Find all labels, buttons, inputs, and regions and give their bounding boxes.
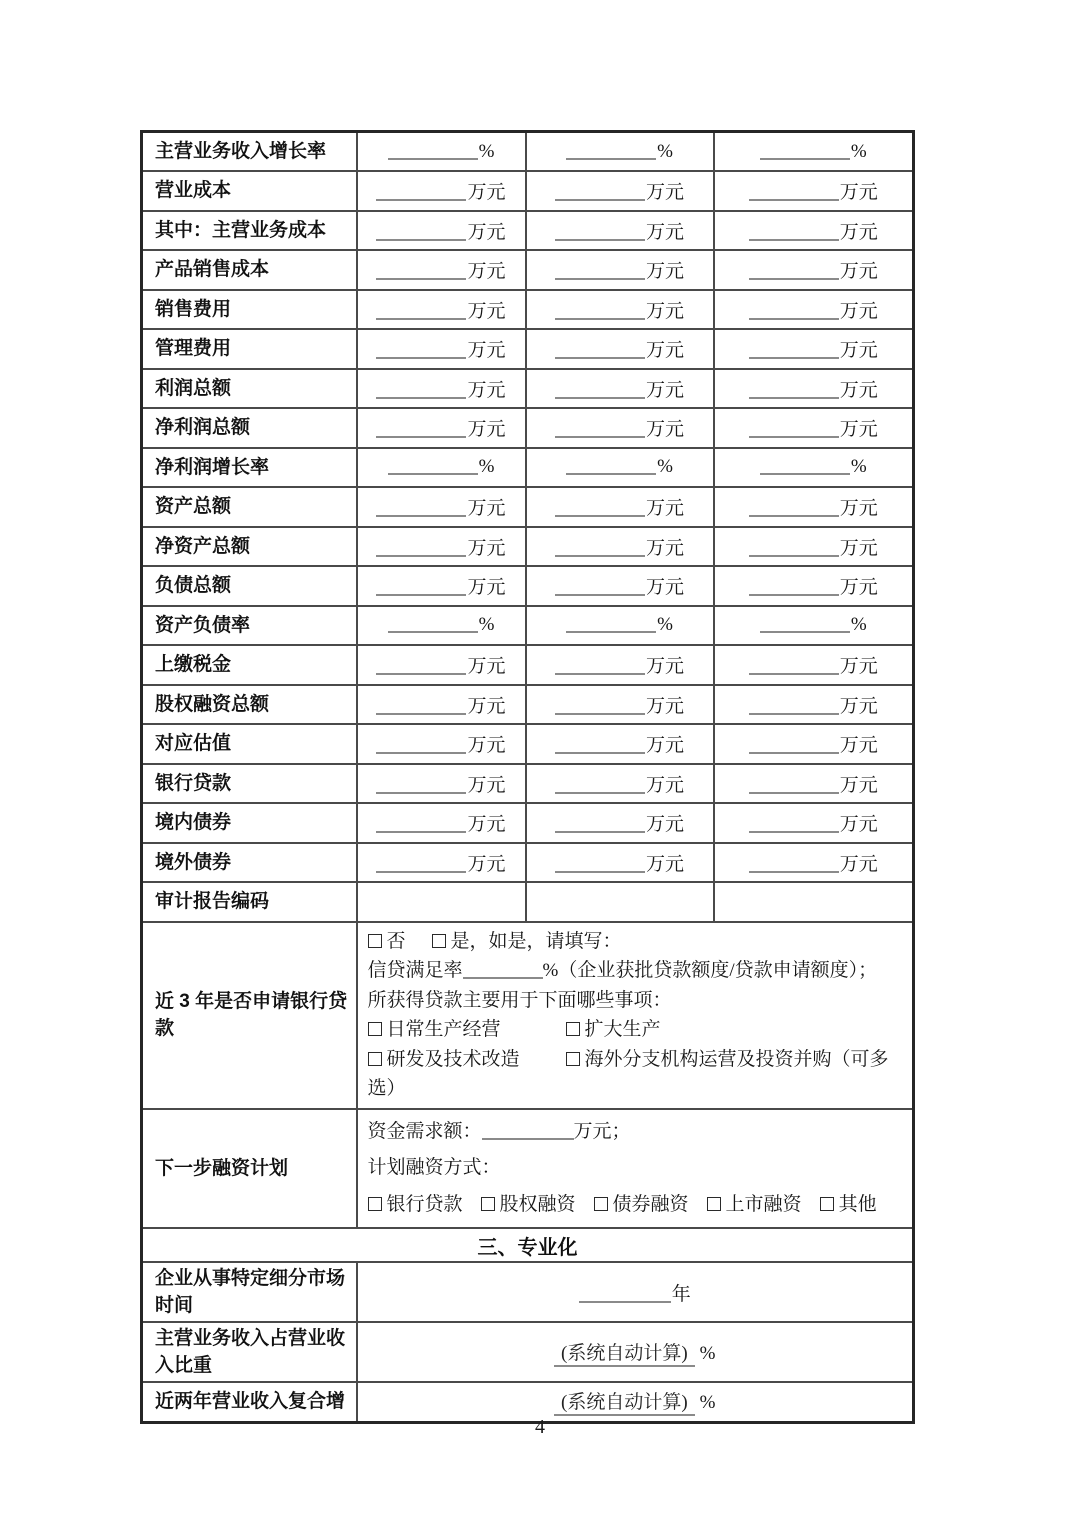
- metric-row: [142, 448, 914, 488]
- metric-value-cell: [357, 803, 526, 843]
- metric-label: 境内债券: [142, 803, 357, 843]
- unit-label: 万元: [467, 300, 506, 322]
- metric-row: [142, 803, 914, 843]
- metric-value-cell: [526, 724, 714, 764]
- metric-value-cell: [526, 171, 714, 211]
- percent-suffix-label: %: [699, 1392, 716, 1414]
- metric-value-cell: [357, 448, 526, 488]
- fill-in-blank[interactable]: [376, 854, 466, 873]
- metric-label: 负债总额: [142, 566, 357, 606]
- fill-in-blank[interactable]: [555, 656, 645, 675]
- metric-value-cell: [714, 369, 914, 409]
- fill-in-blank[interactable]: [376, 301, 466, 320]
- unit-label: 万元: [839, 379, 878, 401]
- metric-value-cell: [357, 329, 526, 369]
- fill-in-blank[interactable]: [376, 380, 466, 399]
- fill-in-blank[interactable]: [555, 814, 645, 833]
- unit-label: 万元: [839, 182, 878, 204]
- metric-value-cell: [714, 408, 914, 448]
- fill-in-blank[interactable]: [749, 419, 839, 438]
- fill-in-blank[interactable]: [749, 775, 839, 794]
- fill-in-blank[interactable]: [555, 577, 645, 596]
- metric-label: 境外债券: [142, 843, 357, 883]
- auto-calculated-value: (系统自动计算): [554, 1338, 695, 1367]
- specialization-section-title: 三、专业化: [142, 1228, 914, 1262]
- unit-label: 万元: [839, 221, 878, 243]
- credit-suffix-label: %（企业获批贷款额度/贷款申请额度）；: [542, 960, 878, 981]
- purpose-rnd-label: 研发及技术改造: [386, 1048, 520, 1070]
- unit-label: 万元: [645, 379, 684, 401]
- page-number: 4: [535, 1416, 545, 1438]
- fill-in-blank[interactable]: [749, 735, 839, 754]
- metric-value-cell: [526, 250, 714, 290]
- metric-label: 净资产总额: [142, 527, 357, 567]
- metric-value-cell: [357, 408, 526, 448]
- financing-option: [594, 1194, 689, 1215]
- unit-label: 万元: [645, 182, 684, 204]
- fill-in-blank[interactable]: [749, 656, 839, 675]
- fill-in-blank[interactable]: [749, 814, 839, 833]
- specialization-header-row: [142, 1228, 914, 1262]
- years-blank[interactable]: [579, 1284, 671, 1303]
- unit-label: 万元: [467, 221, 506, 243]
- unit-label: 万元: [645, 261, 684, 283]
- metric-row: [142, 685, 914, 725]
- metric-row: [142, 843, 914, 883]
- metric-value-cell: [357, 527, 526, 567]
- unit-label: 万元: [645, 221, 684, 243]
- fill-in-blank[interactable]: [555, 538, 645, 557]
- fill-in-blank[interactable]: [555, 340, 645, 359]
- metric-row: [142, 408, 914, 448]
- credit-prefix-label: 信贷满足率: [367, 960, 463, 981]
- fill-in-blank[interactable]: [749, 380, 839, 399]
- metric-value-cell: [526, 803, 714, 843]
- metric-value-cell: [357, 132, 526, 172]
- checkbox-yes-icon[interactable]: [432, 934, 446, 948]
- metric-row: [142, 527, 914, 567]
- metric-value-cell: [714, 566, 914, 606]
- unit-label: 万元: [645, 774, 684, 796]
- metric-value-cell: [357, 369, 526, 409]
- metric-value-cell: [714, 132, 914, 172]
- metric-value-cell: [714, 250, 914, 290]
- metric-row: [142, 250, 914, 290]
- bank-loan-yesno-line: [368, 927, 903, 957]
- unit-label: %: [657, 614, 673, 636]
- unit-label: 万元: [839, 814, 878, 836]
- fill-in-blank[interactable]: [555, 222, 645, 241]
- metric-value-cell: [357, 685, 526, 725]
- fill-in-blank[interactable]: [566, 456, 656, 475]
- metric-label: 对应估值: [142, 724, 357, 764]
- metric-value-cell: [357, 566, 526, 606]
- unit-label: 万元: [467, 656, 506, 678]
- checkbox-bond-icon[interactable]: [594, 1197, 608, 1211]
- fill-in-blank[interactable]: [555, 182, 645, 201]
- unit-label: %: [850, 140, 867, 162]
- fill-in-blank[interactable]: [749, 577, 839, 596]
- audit-code-cell[interactable]: [357, 882, 526, 922]
- main-revenue-ratio-cell: [357, 1322, 914, 1382]
- checkbox-equity-icon[interactable]: [481, 1197, 495, 1211]
- audit-code-cell[interactable]: [714, 882, 914, 922]
- metric-value-cell: [526, 211, 714, 251]
- unit-label: 万元: [645, 853, 684, 875]
- unit-label: 万元: [839, 498, 878, 520]
- method-intro-label: 计划融资方式：: [367, 1157, 501, 1178]
- metric-value-cell: [357, 645, 526, 685]
- fill-in-blank[interactable]: [749, 222, 839, 241]
- unit-label: 万元: [645, 537, 684, 559]
- form-lower-body: [142, 922, 914, 1423]
- fill-in-blank[interactable]: [555, 735, 645, 754]
- metric-value-cell: [357, 724, 526, 764]
- unit-label: 万元: [839, 695, 878, 717]
- metric-value-cell: [357, 171, 526, 211]
- unit-label: 万元: [839, 419, 878, 441]
- fill-in-blank[interactable]: [388, 614, 478, 633]
- metric-label: 上缴税金: [142, 645, 357, 685]
- unit-label: %: [478, 456, 495, 478]
- metric-value-cell: [526, 329, 714, 369]
- financing-plan-label: 下一步融资计划: [142, 1109, 357, 1229]
- metric-row: [142, 645, 914, 685]
- unit-label: 万元: [839, 340, 878, 362]
- metric-label: 产品销售成本: [142, 250, 357, 290]
- fill-in-blank[interactable]: [376, 814, 466, 833]
- metric-label: 管理费用: [142, 329, 357, 369]
- metric-value-cell: [526, 764, 714, 804]
- fill-in-blank[interactable]: [376, 775, 466, 794]
- unit-label: 万元: [467, 774, 506, 796]
- unit-label: 万元: [467, 814, 506, 836]
- fill-in-blank[interactable]: [555, 301, 645, 320]
- purpose-overseas-label: 海外分支机构运营及投资并购（可多选）: [367, 1048, 889, 1099]
- unit-label: 万元: [645, 340, 684, 362]
- unit-label: 万元: [467, 419, 506, 441]
- metric-value-cell: [714, 527, 914, 567]
- fill-in-blank[interactable]: [760, 456, 850, 475]
- metric-value-cell: [357, 843, 526, 883]
- fill-in-blank[interactable]: [388, 141, 478, 160]
- metric-value-cell: [526, 566, 714, 606]
- metric-row: [142, 566, 914, 606]
- metric-value-cell: [526, 290, 714, 330]
- metric-value-cell: [714, 329, 914, 369]
- fill-in-blank[interactable]: [376, 656, 466, 675]
- unit-label: 万元: [467, 379, 506, 401]
- purpose-expand-production-label: 扩大生产: [584, 1019, 661, 1040]
- metric-value-cell: [526, 645, 714, 685]
- unit-label: 万元: [839, 656, 878, 678]
- bank-loan-content-cell: [357, 922, 914, 1109]
- metric-value-cell: [357, 487, 526, 527]
- checkbox-overseas-icon[interactable]: [566, 1052, 580, 1066]
- option-ipo-label: 上市融资: [725, 1193, 802, 1215]
- percent-suffix-label: %: [699, 1342, 716, 1364]
- fill-in-blank[interactable]: [760, 614, 850, 633]
- metric-value-cell: [526, 685, 714, 725]
- fill-in-blank[interactable]: [566, 141, 656, 160]
- metric-value-cell: [526, 448, 714, 488]
- unit-label: 万元: [839, 853, 878, 875]
- purpose-item: [368, 1015, 566, 1045]
- metric-value-cell: [714, 685, 914, 725]
- unit-label: 万元: [839, 774, 878, 796]
- metric-value-cell: [714, 211, 914, 251]
- fill-in-blank[interactable]: [555, 775, 645, 794]
- metric-value-cell: [526, 527, 714, 567]
- metric-value-cell: [714, 171, 914, 211]
- financing-option: [368, 1194, 463, 1215]
- bank-loan-label: 近 3 年是否申请银行贷款: [142, 922, 357, 1109]
- years-unit-label: 年: [671, 1283, 691, 1305]
- unit-label: 万元: [839, 261, 878, 283]
- checkbox-other-icon[interactable]: [820, 1197, 834, 1211]
- fill-in-blank[interactable]: [376, 261, 466, 280]
- unit-label: 万元: [467, 340, 506, 362]
- fill-in-blank[interactable]: [749, 498, 839, 517]
- option-yes-label: 是，如是，请填写：: [450, 930, 622, 952]
- metric-label: 股权融资总额: [142, 685, 357, 725]
- fill-in-blank[interactable]: [376, 498, 466, 517]
- fill-in-blank[interactable]: [555, 696, 645, 715]
- fill-in-blank[interactable]: [555, 419, 645, 438]
- unit-label: 万元: [467, 735, 506, 757]
- fill-in-blank[interactable]: [555, 854, 645, 873]
- bank-loan-row: [142, 922, 914, 1109]
- unit-label: %: [478, 140, 495, 162]
- audit-code-row: [142, 882, 914, 922]
- fill-in-blank[interactable]: [555, 261, 645, 280]
- metric-label: 营业成本: [142, 171, 357, 211]
- audit-code-label: 审计报告编码: [142, 882, 357, 922]
- fill-in-blank[interactable]: [376, 182, 466, 201]
- unit-label: %: [850, 614, 867, 636]
- fill-in-blank[interactable]: [376, 340, 466, 359]
- option-no-label: 否: [386, 930, 406, 952]
- metric-label: 主营业务收入增长率: [142, 132, 357, 172]
- checkbox-daily-ops-icon[interactable]: [368, 1022, 382, 1036]
- unit-label: %: [478, 614, 495, 636]
- metric-value-cell: [526, 132, 714, 172]
- metric-label: 净利润总额: [142, 408, 357, 448]
- fill-in-blank[interactable]: [749, 696, 839, 715]
- checkbox-rnd-icon[interactable]: [368, 1052, 382, 1066]
- purpose-daily-ops-label: 日常生产经营: [386, 1019, 501, 1040]
- unit-label: 万元: [467, 695, 506, 717]
- unit-label: %: [850, 456, 867, 478]
- fill-in-blank[interactable]: [749, 538, 839, 557]
- fill-in-blank[interactable]: [388, 456, 478, 475]
- metric-row: [142, 487, 914, 527]
- unit-label: 万元: [467, 261, 506, 283]
- metric-value-cell: [526, 408, 714, 448]
- checkbox-bank-loan-icon[interactable]: [368, 1197, 382, 1211]
- metric-value-cell: [714, 448, 914, 488]
- metric-row: [142, 132, 914, 172]
- loan-purpose-line-2: [368, 1045, 903, 1104]
- financing-plan-row: [142, 1109, 914, 1229]
- unit-label: 万元: [467, 577, 506, 599]
- financing-option: [481, 1194, 576, 1215]
- metric-row: [142, 764, 914, 804]
- unit-label: 万元: [645, 300, 684, 322]
- unit-label: 万元: [645, 695, 684, 717]
- unit-label: 万元: [467, 537, 506, 559]
- metric-value-cell: [714, 843, 914, 883]
- metric-rows-body: [142, 132, 914, 922]
- unit-label: 万元: [645, 814, 684, 836]
- metric-row: [142, 724, 914, 764]
- metric-value-cell: [714, 724, 914, 764]
- fill-in-blank[interactable]: [555, 380, 645, 399]
- unit-label: 万元: [467, 498, 506, 520]
- metric-value-cell: [526, 487, 714, 527]
- metric-value-cell: [357, 250, 526, 290]
- loan-purpose-line-1: [368, 1015, 903, 1045]
- financial-form-table: [140, 130, 915, 1424]
- fill-in-blank[interactable]: [376, 696, 466, 715]
- main-revenue-ratio-row: [142, 1322, 914, 1382]
- fill-in-blank[interactable]: [566, 614, 656, 633]
- fill-in-blank[interactable]: [555, 498, 645, 517]
- fill-in-blank[interactable]: [749, 301, 839, 320]
- metric-row: [142, 211, 914, 251]
- fill-in-blank[interactable]: [376, 419, 466, 438]
- metric-value-cell: [526, 843, 714, 883]
- metric-row: [142, 290, 914, 330]
- segment-market-time-label: 企业从事特定细分市场时间: [142, 1262, 357, 1322]
- segment-market-time-cell: [357, 1262, 914, 1322]
- financing-plan-content-cell: [357, 1109, 914, 1229]
- option-other-label: 其他: [838, 1193, 877, 1215]
- demand-suffix-label: 万元；: [573, 1120, 631, 1142]
- metric-value-cell: [714, 290, 914, 330]
- segment-market-time-row: [142, 1262, 914, 1322]
- financing-method-intro-line: [368, 1150, 903, 1187]
- metric-label: 利润总额: [142, 369, 357, 409]
- metric-row: [142, 369, 914, 409]
- metric-value-cell: [357, 211, 526, 251]
- fill-in-blank[interactable]: [749, 340, 839, 359]
- unit-label: 万元: [645, 656, 684, 678]
- unit-label: 万元: [839, 537, 878, 559]
- metric-value-cell: [357, 764, 526, 804]
- fill-in-blank[interactable]: [376, 538, 466, 557]
- financing-option: [707, 1194, 802, 1215]
- main-revenue-ratio-label: 主营业务收入占营业收入比重: [142, 1322, 357, 1382]
- demand-prefix-label: 资金需求额：: [367, 1120, 482, 1142]
- checkbox-no-icon[interactable]: [368, 934, 382, 948]
- metric-value-cell: [714, 606, 914, 646]
- unit-label: 万元: [467, 182, 506, 204]
- unit-label: 万元: [645, 735, 684, 757]
- fill-in-blank[interactable]: [376, 735, 466, 754]
- metric-row: [142, 606, 914, 646]
- unit-label: 万元: [645, 419, 684, 441]
- auto-calculated-value: (系统自动计算): [554, 1387, 695, 1416]
- credit-satisfaction-line: [368, 956, 903, 986]
- usage-intro-label: 所获得贷款主要用于下面哪些事项：: [367, 989, 672, 1011]
- metric-label: 银行贷款: [142, 764, 357, 804]
- metric-label: 资产总额: [142, 487, 357, 527]
- funding-demand-blank[interactable]: [482, 1121, 574, 1140]
- credit-rate-blank[interactable]: [463, 960, 543, 979]
- unit-label: 万元: [839, 735, 878, 757]
- unit-label: 万元: [839, 577, 878, 599]
- funding-demand-line: [368, 1114, 903, 1151]
- metric-label: 其中：主营业务成本: [142, 211, 357, 251]
- option-equity-label: 股权融资: [499, 1193, 576, 1215]
- fill-in-blank[interactable]: [749, 182, 839, 201]
- unit-label: %: [657, 456, 673, 478]
- metric-value-cell: [526, 369, 714, 409]
- metric-value-cell: [714, 487, 914, 527]
- checkbox-expand-production-icon[interactable]: [566, 1022, 580, 1036]
- option-bond-label: 债券融资: [612, 1193, 689, 1215]
- audit-code-cell[interactable]: [526, 882, 714, 922]
- metric-value-cell: [714, 645, 914, 685]
- metric-value-cell: [714, 764, 914, 804]
- fill-in-blank[interactable]: [376, 577, 466, 596]
- purpose-item: [368, 1045, 566, 1075]
- unit-label: 万元: [467, 853, 506, 875]
- metric-value-cell: [357, 290, 526, 330]
- metric-value-cell: [357, 606, 526, 646]
- fill-in-blank[interactable]: [749, 854, 839, 873]
- metric-row: [142, 329, 914, 369]
- checkbox-ipo-icon[interactable]: [707, 1197, 721, 1211]
- metric-label: 净利润增长率: [142, 448, 357, 488]
- option-bank-loan-label: 银行贷款: [386, 1193, 463, 1215]
- revenue-cagr-label: 近两年营业收入复合增: [142, 1382, 357, 1422]
- financing-option: [820, 1194, 877, 1215]
- metric-label: 资产负债率: [142, 606, 357, 646]
- unit-label: 万元: [645, 577, 684, 599]
- loan-usage-intro-line: [368, 986, 903, 1016]
- fill-in-blank[interactable]: [760, 141, 850, 160]
- metric-value-cell: [526, 606, 714, 646]
- unit-label: 万元: [839, 300, 878, 322]
- fill-in-blank[interactable]: [376, 222, 466, 241]
- metric-label: 销售费用: [142, 290, 357, 330]
- metric-row: [142, 171, 914, 211]
- unit-label: 万元: [645, 498, 684, 520]
- fill-in-blank[interactable]: [749, 261, 839, 280]
- metric-value-cell: [714, 803, 914, 843]
- unit-label: %: [657, 140, 673, 162]
- financing-options-line: [368, 1187, 903, 1224]
